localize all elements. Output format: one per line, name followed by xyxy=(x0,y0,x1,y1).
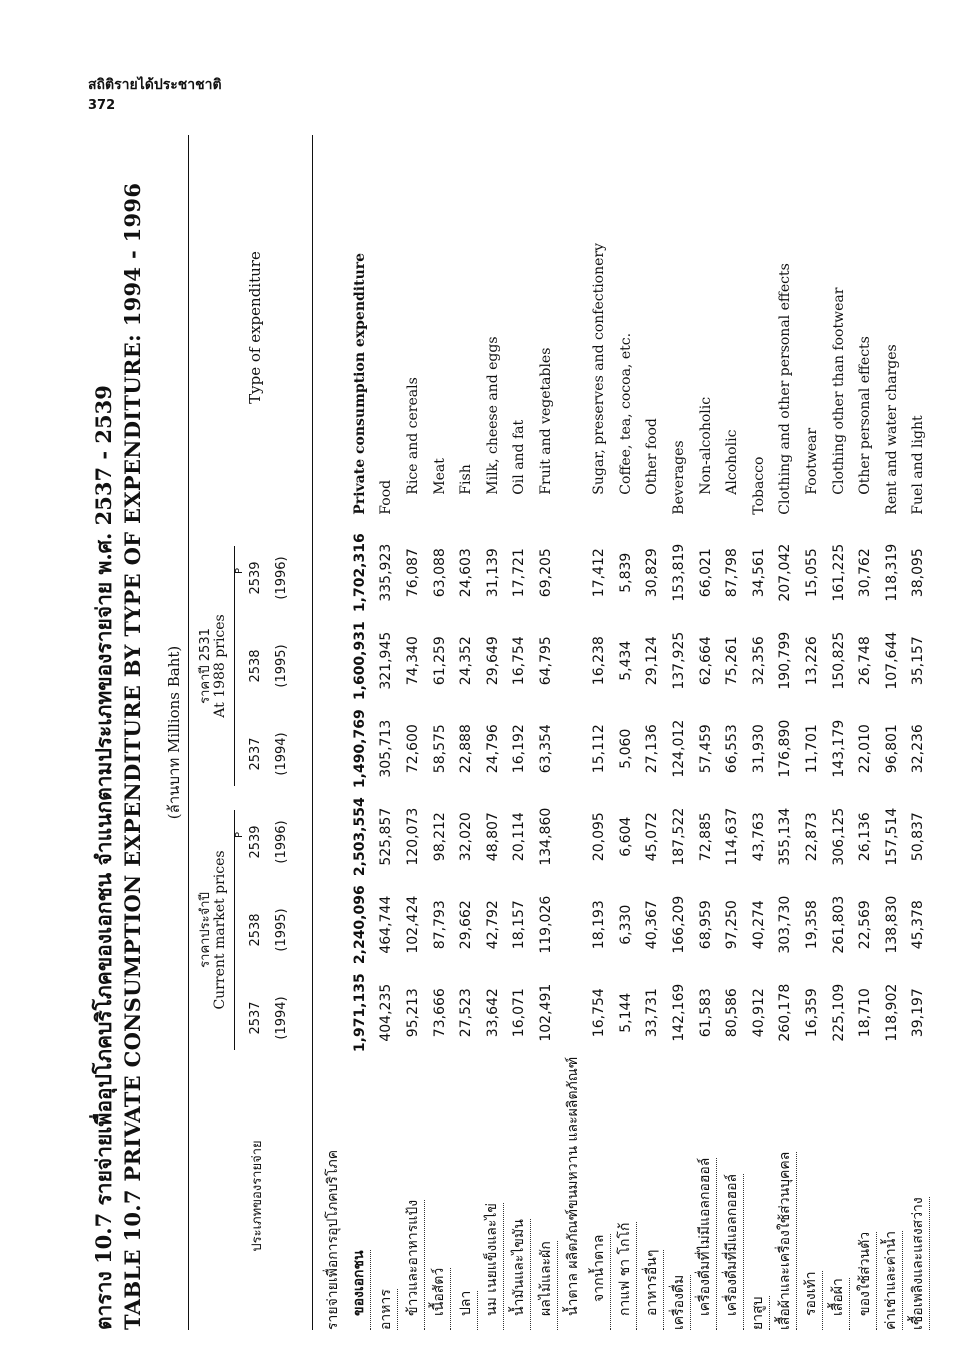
value-cell: 6,330 xyxy=(617,904,634,945)
table-row xyxy=(852,135,879,1330)
english-label: Food xyxy=(378,479,395,515)
ad-year-header-cur-1995: (1995) xyxy=(274,908,289,952)
value-cell: 63,354 xyxy=(538,724,555,774)
table-row xyxy=(533,135,560,1330)
english-label: Tobacco xyxy=(750,456,767,515)
table-row xyxy=(559,135,586,1330)
english-label: Milk, cheese and eggs xyxy=(484,336,501,495)
value-cell: 24,603 xyxy=(458,548,475,598)
value-cell: 68,959 xyxy=(697,900,714,950)
value-cell: 13,226 xyxy=(803,636,820,686)
english-label: Footwear xyxy=(803,427,820,495)
value-cell: 1,971,135 xyxy=(351,973,368,1053)
value-cell: 29,124 xyxy=(644,636,661,686)
thai-label: น้ำตาล ผลิตภัณฑ์ขนมหวาน และผลิตภัณฑ์ xyxy=(564,1056,581,1316)
year-header-cur-2538: 2538 xyxy=(248,913,263,947)
value-cell: 32,236 xyxy=(910,724,927,774)
running-head: สถิติรายได้ประชาชาติ xyxy=(88,77,222,93)
value-cell: 119,026 xyxy=(538,895,555,954)
value-cell: 19,358 xyxy=(803,900,820,950)
english-label: Fish xyxy=(458,464,475,495)
table-row xyxy=(506,135,533,1330)
value-cell: 66,021 xyxy=(697,548,714,598)
english-label: Meat xyxy=(431,458,448,495)
value-cell: 74,340 xyxy=(405,636,422,686)
thai-label: ยาสูบ xyxy=(747,1297,770,1331)
table-row xyxy=(878,135,905,1330)
thai-label: น้ำมันและไขมัน xyxy=(508,1219,531,1330)
value-cell: 207,042 xyxy=(777,543,794,602)
value-cell: 134,860 xyxy=(538,807,555,866)
value-cell: 16,754 xyxy=(511,636,528,686)
table-title-thai: ตาราง 10.7 รายจ่ายเพื่ออุปโภคบริโภคของเอกชน จำแนกตามประเภทของรายจ่าย พ.ศ. 2537 - 2539 xyxy=(91,385,116,1330)
top-rule xyxy=(188,135,189,1330)
value-cell: 150,825 xyxy=(830,631,847,690)
table-row xyxy=(586,135,613,1330)
value-cell: 16,238 xyxy=(591,636,608,686)
thai-label: รองเท้า xyxy=(800,1271,823,1330)
value-cell: 5,060 xyxy=(617,728,634,769)
english-label: Rent and water charges xyxy=(883,344,900,515)
table-row xyxy=(480,135,507,1330)
value-cell: 16,071 xyxy=(511,988,528,1038)
value-cell: 40,912 xyxy=(750,988,767,1038)
thai-label: เชื้อเพลิงและแสงสว่าง xyxy=(907,1197,930,1330)
value-cell: 22,010 xyxy=(857,724,874,774)
expenditure-table xyxy=(320,135,932,1330)
value-cell: 118,319 xyxy=(883,543,900,602)
value-cell: 31,930 xyxy=(750,724,767,774)
value-cell: 22,569 xyxy=(857,900,874,950)
value-cell: 142,169 xyxy=(671,983,688,1042)
value-cell: 22,888 xyxy=(458,724,475,774)
value-cell: 30,829 xyxy=(644,548,661,598)
rotated-table-page xyxy=(88,135,927,1330)
value-cell: 525,857 xyxy=(378,807,395,866)
header-rule xyxy=(312,135,313,1330)
value-cell: 24,796 xyxy=(484,724,501,774)
value-cell: 73,666 xyxy=(431,988,448,1038)
value-cell: 1,702,316 xyxy=(351,533,368,613)
english-label: Non-alcoholic xyxy=(697,396,714,495)
value-cell: 27,523 xyxy=(458,988,475,1038)
value-cell: 17,721 xyxy=(511,548,528,598)
current-prices-header-thai: ราคาประจำปี xyxy=(198,892,213,968)
thai-label: เสื้อผ้าและเครื่องใช้ส่วนบุคคล xyxy=(774,1152,797,1330)
value-cell: 66,553 xyxy=(724,724,741,774)
year-header-con-2537: 2537 xyxy=(248,737,263,771)
thai-label: กาแฟ ชา โกโก้ xyxy=(614,1222,637,1330)
value-cell: 20,095 xyxy=(591,812,608,862)
value-cell: 58,575 xyxy=(431,724,448,774)
value-cell: 321,945 xyxy=(378,631,395,690)
value-cell: 29,649 xyxy=(484,636,501,686)
value-cell: 95,213 xyxy=(405,988,422,1038)
value-cell: 45,072 xyxy=(644,812,661,862)
value-cell: 32,020 xyxy=(458,812,475,862)
year-header-cur-2539: 2539 xyxy=(248,825,263,859)
constant-prices-header: At 1988 prices xyxy=(212,614,228,718)
thai-label: อาหารอื่นๆ xyxy=(641,1250,664,1330)
value-cell: 40,274 xyxy=(750,900,767,950)
value-cell: 5,839 xyxy=(617,552,634,593)
unit-label: (ล้านบาท Millions Baht) xyxy=(165,645,183,820)
thai-label: ของใช้ส่วนตัว xyxy=(854,1232,877,1330)
value-cell: 31,139 xyxy=(484,548,501,598)
value-cell: 107,644 xyxy=(883,631,900,690)
thai-label: ของเอกชน xyxy=(348,1250,371,1330)
table-row xyxy=(746,135,773,1330)
value-cell: 38,095 xyxy=(910,548,927,598)
value-cell: 61,259 xyxy=(431,636,448,686)
preliminary-marker-con: P xyxy=(234,567,245,575)
table-row xyxy=(772,135,799,1330)
value-cell: 24,352 xyxy=(458,636,475,686)
value-cell: 355,134 xyxy=(777,807,794,866)
thai-label: ค่าเช่าและค่าน้ำ xyxy=(880,1231,903,1330)
thai-label: ข้าวและอาหารแป้ง xyxy=(402,1200,425,1330)
value-cell: 63,088 xyxy=(431,548,448,598)
value-cell: 11,701 xyxy=(803,724,820,774)
english-label: Oil and fat xyxy=(511,419,528,495)
table-row xyxy=(825,135,852,1330)
value-cell: 114,637 xyxy=(724,807,741,866)
value-cell: 39,197 xyxy=(910,988,927,1038)
ad-year-header-cur-1994: (1994) xyxy=(274,996,289,1040)
value-cell: 48,807 xyxy=(484,812,501,862)
table-row xyxy=(639,135,666,1330)
value-cell: 97,250 xyxy=(724,900,741,950)
value-cell: 22,873 xyxy=(803,812,820,862)
current-prices-header: Current market prices xyxy=(212,850,228,1010)
value-cell: 80,586 xyxy=(724,988,741,1038)
ad-year-header-con-1995: (1995) xyxy=(274,644,289,688)
ad-year-header-cur-1996: (1996) xyxy=(274,820,289,864)
thai-label: อาหาร xyxy=(375,1289,398,1330)
year-header-con-2538: 2538 xyxy=(248,649,263,683)
value-cell: 26,748 xyxy=(857,636,874,686)
value-cell: 260,178 xyxy=(777,983,794,1042)
english-column-header: Type of expenditure xyxy=(246,251,264,404)
value-cell: 87,793 xyxy=(431,900,448,950)
value-cell: 16,754 xyxy=(591,988,608,1038)
thai-label: ผลไม้และผัก xyxy=(535,1241,558,1330)
value-cell: 166,209 xyxy=(671,895,688,954)
thai-label: นม เนยแข็งและไข่ xyxy=(481,1203,504,1330)
value-cell: 153,819 xyxy=(671,543,688,602)
english-label: Private consumption expenditure xyxy=(351,252,368,515)
ad-year-header-con-1996: (1996) xyxy=(274,556,289,600)
value-cell: 138,830 xyxy=(883,895,900,954)
value-cell: 118,902 xyxy=(883,983,900,1042)
table-row xyxy=(373,135,400,1330)
thai-label: รายจ่ายเพื่อการอุปโภคบริโภค xyxy=(325,1149,342,1330)
value-cell: 1,600,931 xyxy=(351,621,368,701)
value-cell: 124,012 xyxy=(671,719,688,778)
value-cell: 35,157 xyxy=(910,636,927,686)
preliminary-marker-cur: P xyxy=(234,831,245,839)
value-cell: 16,359 xyxy=(803,988,820,1038)
value-cell: 306,125 xyxy=(830,807,847,866)
value-cell: 27,136 xyxy=(644,724,661,774)
english-label: Other personal effects xyxy=(857,336,874,495)
table-row xyxy=(666,135,693,1330)
english-label: Clothing and other personal effects xyxy=(777,263,794,515)
table-row xyxy=(426,135,453,1330)
table-row xyxy=(719,135,746,1330)
thai-label: เนื้อสัตว์ xyxy=(428,1268,451,1330)
value-cell: 96,801 xyxy=(883,724,900,774)
table-title-english: TABLE 10.7 PRIVATE CONSUMPTION EXPENDITURE BY TYPE OF EXPENDITURE: 1994 - 1996 xyxy=(120,182,145,1330)
english-label: Fuel and light xyxy=(910,415,927,515)
value-cell: 16,192 xyxy=(511,724,528,774)
value-cell: 17,412 xyxy=(591,548,608,598)
value-cell: 64,795 xyxy=(538,636,555,686)
value-cell: 76,087 xyxy=(405,548,422,598)
value-cell: 2,240,096 xyxy=(351,885,368,965)
year-header-con-2539: 2539 xyxy=(248,561,263,595)
value-cell: 2,503,554 xyxy=(351,797,368,877)
value-cell: 120,073 xyxy=(405,807,422,866)
value-cell: 6,604 xyxy=(617,816,634,857)
value-cell: 29,662 xyxy=(458,900,475,950)
thai-label: เครื่องดื่มที่ไม่มีแอลกอฮอล์ xyxy=(694,1158,717,1330)
value-cell: 57,459 xyxy=(697,724,714,774)
value-cell: 34,561 xyxy=(750,548,767,598)
value-cell: 30,762 xyxy=(857,548,874,598)
value-cell: 20,114 xyxy=(511,812,528,862)
table-row xyxy=(400,135,427,1330)
value-cell: 102,491 xyxy=(538,983,555,1042)
english-label: Rice and cereals xyxy=(405,377,422,495)
english-label: Alcoholic xyxy=(724,429,741,495)
value-cell: 187,522 xyxy=(671,807,688,866)
value-cell: 261,803 xyxy=(830,895,847,954)
thai-column-header: ประเภทของรายจ่าย xyxy=(250,1140,265,1252)
table-row xyxy=(320,135,347,1330)
thai-label: เสื้อผ้า xyxy=(827,1278,850,1330)
value-cell: 137,925 xyxy=(671,631,688,690)
thai-label: เครื่องดื่มที่มีแอลกอฮอล์ xyxy=(721,1174,744,1330)
value-cell: 102,424 xyxy=(405,895,422,954)
value-cell: 33,731 xyxy=(644,988,661,1038)
value-cell: 303,730 xyxy=(777,895,794,954)
value-cell: 32,356 xyxy=(750,636,767,686)
value-cell: 75,261 xyxy=(724,636,741,686)
english-label: Clothing other than footwear xyxy=(830,287,847,495)
value-cell: 225,109 xyxy=(830,983,847,1042)
value-cell: 464,744 xyxy=(378,895,395,954)
value-cell: 72,885 xyxy=(697,812,714,862)
value-cell: 157,514 xyxy=(883,807,900,866)
value-cell: 18,157 xyxy=(511,900,528,950)
value-cell: 5,434 xyxy=(617,640,634,681)
table-row xyxy=(799,135,826,1330)
table-row xyxy=(613,135,640,1330)
value-cell: 72,600 xyxy=(405,724,422,774)
value-cell: 143,179 xyxy=(830,719,847,778)
english-label: Sugar, preserves and confectionery xyxy=(591,242,608,495)
value-cell: 50,837 xyxy=(910,812,927,862)
table-row xyxy=(692,135,719,1330)
english-label: Beverages xyxy=(671,440,688,515)
english-label: Fruit and vegetables xyxy=(538,347,555,495)
thai-label: จากน้ำตาล xyxy=(588,1234,611,1330)
value-cell: 15,055 xyxy=(803,548,820,598)
value-cell: 26,136 xyxy=(857,812,874,862)
value-cell: 45,378 xyxy=(910,900,927,950)
value-cell: 62,664 xyxy=(697,636,714,686)
value-cell: 18,710 xyxy=(857,988,874,1038)
value-cell: 33,642 xyxy=(484,988,501,1038)
value-cell: 18,193 xyxy=(591,900,608,950)
value-cell: 190,799 xyxy=(777,631,794,690)
english-label: Coffee, tea, cocoa, etc. xyxy=(617,332,634,495)
value-cell: 5,144 xyxy=(617,992,634,1033)
year-header-cur-2537: 2537 xyxy=(248,1001,263,1035)
table-row xyxy=(905,135,932,1330)
value-cell: 1,490,769 xyxy=(351,709,368,789)
value-cell: 87,798 xyxy=(724,548,741,598)
value-cell: 176,890 xyxy=(777,719,794,778)
value-cell: 15,112 xyxy=(591,724,608,774)
table-row xyxy=(347,135,374,1330)
value-cell: 69,205 xyxy=(538,548,555,598)
value-cell: 305,713 xyxy=(378,719,395,778)
page-number: 372 xyxy=(88,98,116,113)
value-cell: 43,763 xyxy=(750,812,767,862)
value-cell: 61,583 xyxy=(697,988,714,1038)
value-cell: 404,235 xyxy=(378,983,395,1042)
value-cell: 98,212 xyxy=(431,812,448,862)
thai-label: เครื่องดื่ม xyxy=(668,1275,691,1330)
value-cell: 40,367 xyxy=(644,900,661,950)
thai-label: ปลา xyxy=(455,1291,478,1330)
english-label: Other food xyxy=(644,418,661,495)
table-row xyxy=(453,135,480,1330)
constant-prices-header-thai: ราคาปี 2531 xyxy=(198,628,213,704)
ad-year-header-con-1994: (1994) xyxy=(274,732,289,776)
value-cell: 42,792 xyxy=(484,900,501,950)
value-cell: 335,923 xyxy=(378,543,395,602)
value-cell: 161,225 xyxy=(830,543,847,602)
